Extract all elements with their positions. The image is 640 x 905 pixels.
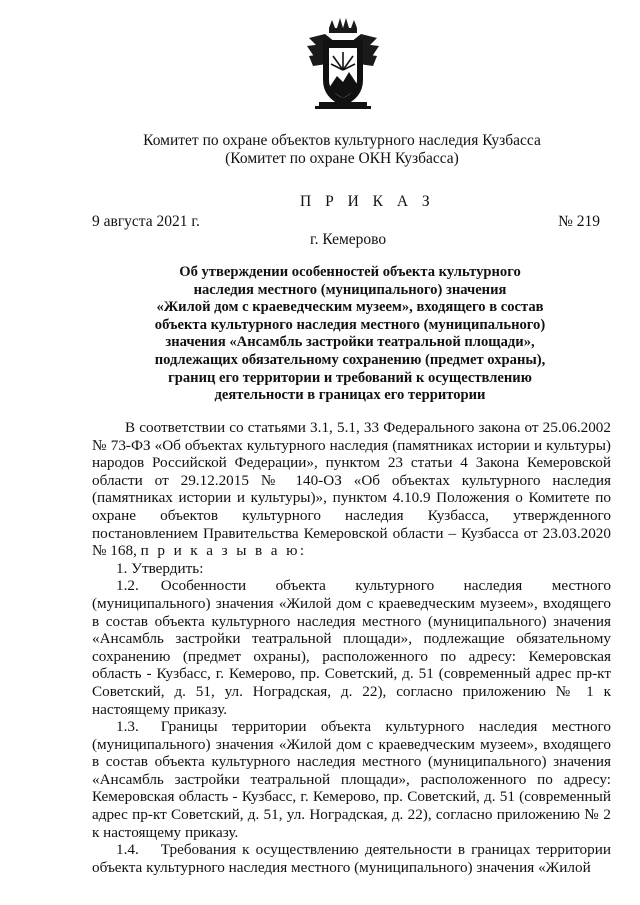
title-line: наследия местного (муниципального) значения bbox=[193, 281, 507, 298]
title-line: значения «Ансамбль застройки театральной площади», bbox=[165, 334, 535, 351]
item-1-3-text: Границы территории объекта культурного наследия местного (муниципального) значения «Жилой дом с краеведческим музеем», входящего в состав объекта культурного наследия местного (муниципального) значения «Ансамбль застройки театральной площади», расположенного по адресу: Кемеровская область - Кузбасс, г. Кемерово, пр. Советский, д. 51 (современный адрес пр-кт Советский, д. 51, ул. Ноградская, д. 22), согласно приложению № 2 к настоящему приказу. bbox=[92, 718, 611, 841]
order-word: п р и к а з ы в а ю: bbox=[140, 542, 307, 560]
document-number: № 219 bbox=[558, 213, 600, 230]
coat-of-arms-icon bbox=[305, 18, 381, 110]
item-1: 1. Утвердить: bbox=[116, 559, 204, 577]
item-1-4-text: Требования к осуществлению деятельности в границах территории объекта культурного наследия местного (муниципального) значения «Жилой bbox=[92, 841, 611, 876]
document-title bbox=[130, 264, 570, 405]
preamble-text: В соответствии со статьями 3.1, 5.1, 33 Федерального закона от 25.06.2002 № 73-ФЗ «Об объектах культурного наследия (памятниках истории и культуры) народов Российской Федерации», пунктом 23 статьи 4 Закона Кемеровской области от 29.12.2015 № 140-ОЗ «Об объектах культурного наследия (памятниках истории и культуры)», пунктом 4.10.9 Положения о Комитете по охране объектов культурного наследия Кузбасса, утвержденного постановлением Правительства Кемеровской области – Кузбасса от 23.03.2020 № 168, bbox=[92, 419, 611, 560]
item-1-3 bbox=[92, 718, 611, 841]
item-1-4-number: 1.4. bbox=[116, 841, 139, 859]
item-1-2-number: 1.2. bbox=[116, 577, 139, 595]
preamble-paragraph bbox=[92, 419, 611, 560]
document-type: П Р И К А З bbox=[300, 193, 435, 210]
title-line: подлежащих обязательному сохранению (предмет охраны), bbox=[154, 351, 546, 368]
title-line: «Жилой дом с краеведческим музеем», входящего в состав bbox=[156, 299, 544, 316]
document-body bbox=[92, 419, 611, 876]
item-1-2-text: Особенности объекта культурного наследия местного (муниципального) значения «Жилой дом с краеведческим музеем», входящего в состав объекта культурного наследия местного (муниципального) значения «Ансамбль застройки театральной площади», подлежащие обязательному сохранению (предмет охраны), расположенного по адресу: Кемеровская область - Кузбасс, г. Кемерово, пр. Советский, д. 51 (современный адрес пр-кт Советский, д. 51, ул. Ноградская, д. 22), согласно приложению № 1 к настоящему приказу. bbox=[92, 577, 611, 718]
document-date: 9 августа 2021 г. bbox=[92, 213, 200, 230]
title-line: границ его территории и требований к осуществлению bbox=[168, 369, 532, 386]
document-city: г. Кемерово bbox=[310, 231, 387, 248]
item-1-3-number: 1.3. bbox=[116, 718, 139, 736]
organization-short-name: (Комитет по охране ОКН Кузбасса) bbox=[225, 150, 459, 167]
item-1-2 bbox=[92, 577, 611, 718]
title-line: объекта культурного наследия местного (муниципального) bbox=[154, 316, 546, 333]
organization-name: Комитет по охране объектов культурного наследия Кузбасса bbox=[143, 132, 541, 149]
title-line: деятельности в границах его территории bbox=[214, 387, 486, 404]
item-1-4 bbox=[92, 841, 611, 876]
title-line: Об утверждении особенностей объекта культурного bbox=[179, 264, 521, 280]
